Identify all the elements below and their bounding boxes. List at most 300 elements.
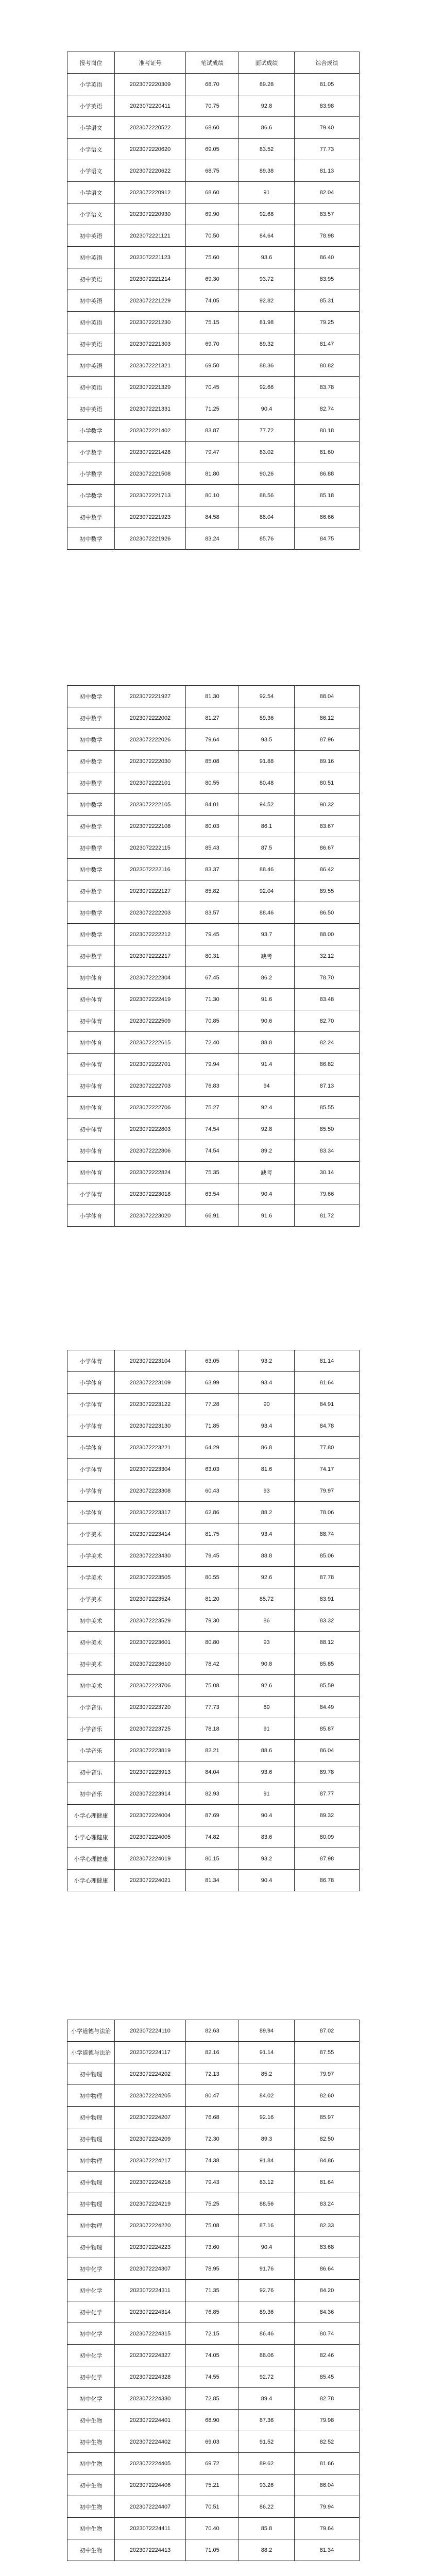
cell-total-score: 86.88 bbox=[295, 463, 360, 485]
cell-ticket-number: 2023072223308 bbox=[115, 1480, 186, 1502]
cell-total-score: 85.18 bbox=[295, 485, 360, 506]
cell-ticket-number: 2023072221508 bbox=[115, 463, 186, 485]
cell-ticket-number: 2023072223414 bbox=[115, 1523, 186, 1545]
cell-position: 小学体育 bbox=[67, 1183, 115, 1205]
cell-ticket-number: 2023072224311 bbox=[115, 2280, 186, 2301]
cell-total-score: 85.06 bbox=[295, 1545, 360, 1567]
cell-ticket-number: 2023072223104 bbox=[115, 1350, 186, 1372]
cell-written-score: 79.45 bbox=[186, 924, 239, 945]
cell-ticket-number: 2023072221121 bbox=[115, 225, 186, 247]
table-row bbox=[67, 1870, 360, 1891]
cell-total-score: 80.18 bbox=[295, 420, 360, 442]
cell-position: 初中体育 bbox=[67, 967, 115, 989]
cell-written-score: 81.75 bbox=[186, 1523, 239, 1545]
table-row bbox=[67, 2085, 360, 2107]
cell-interview-score: 88.2 bbox=[239, 2539, 295, 2561]
cell-total-score: 89.55 bbox=[295, 880, 360, 902]
cell-interview-score: 89.2 bbox=[239, 1140, 295, 1162]
cell-written-score: 81.34 bbox=[186, 1870, 239, 1891]
cell-total-score: 77.80 bbox=[295, 1437, 360, 1459]
table-header-row bbox=[67, 52, 360, 74]
cell-written-score: 72.30 bbox=[186, 2128, 239, 2150]
cell-written-score: 70.85 bbox=[186, 1010, 239, 1032]
cell-interview-score: 90.6 bbox=[239, 1010, 295, 1032]
cell-ticket-number: 2023072220912 bbox=[115, 182, 186, 204]
cell-written-score: 69.72 bbox=[186, 2453, 239, 2475]
cell-position: 小学美术 bbox=[67, 1545, 115, 1567]
cell-ticket-number: 2023072224411 bbox=[115, 2518, 186, 2539]
cell-ticket-number: 2023072224004 bbox=[115, 1805, 186, 1826]
table-row bbox=[67, 1675, 360, 1697]
cell-ticket-number: 2023072224117 bbox=[115, 2042, 186, 2063]
cell-interview-score: 87.5 bbox=[239, 837, 295, 859]
cell-position: 小学体育 bbox=[67, 1437, 115, 1459]
cell-total-score: 83.32 bbox=[295, 1610, 360, 1632]
cell-total-score: 88.12 bbox=[295, 1632, 360, 1653]
cell-total-score: 85.59 bbox=[295, 1675, 360, 1697]
cell-written-score: 69.70 bbox=[186, 333, 239, 355]
cell-total-score: 86.64 bbox=[295, 2258, 360, 2280]
cell-ticket-number: 2023072221428 bbox=[115, 442, 186, 463]
cell-total-score: 84.91 bbox=[295, 1394, 360, 1415]
cell-position: 初中化学 bbox=[67, 2258, 115, 2280]
cell-interview-score: 91.88 bbox=[239, 751, 295, 772]
cell-total-score: 85.50 bbox=[295, 1118, 360, 1140]
cell-interview-score: 88.56 bbox=[239, 2193, 295, 2215]
cell-written-score: 83.87 bbox=[186, 420, 239, 442]
table-row bbox=[67, 1459, 360, 1480]
cell-total-score: 86.04 bbox=[295, 2475, 360, 2496]
table-row bbox=[67, 2388, 360, 2410]
cell-ticket-number: 2023072221402 bbox=[115, 420, 186, 442]
cell-written-score: 84.04 bbox=[186, 1761, 239, 1783]
cell-interview-score: 90.4 bbox=[239, 1805, 295, 1826]
table-row bbox=[67, 1545, 360, 1567]
cell-written-score: 63.99 bbox=[186, 1372, 239, 1394]
cell-written-score: 70.75 bbox=[186, 95, 239, 117]
cell-written-score: 68.70 bbox=[186, 74, 239, 95]
cell-position: 初中数学 bbox=[67, 751, 115, 772]
cell-position: 小学美术 bbox=[67, 1567, 115, 1588]
cell-total-score: 81.13 bbox=[295, 160, 360, 182]
cell-position: 初中体育 bbox=[67, 1054, 115, 1075]
cell-position: 小学体育 bbox=[67, 1502, 115, 1523]
cell-interview-score: 93.4 bbox=[239, 1372, 295, 1394]
cell-interview-score: 88.46 bbox=[239, 902, 295, 924]
cell-ticket-number: 2023072223913 bbox=[115, 1761, 186, 1783]
cell-position: 初中生物 bbox=[67, 2539, 115, 2561]
cell-position: 初中物理 bbox=[67, 2215, 115, 2236]
cell-position: 初中美术 bbox=[67, 1610, 115, 1632]
cell-ticket-number: 2023072222212 bbox=[115, 924, 186, 945]
cell-written-score: 63.54 bbox=[186, 1183, 239, 1205]
cell-ticket-number: 2023072222509 bbox=[115, 1010, 186, 1032]
table-row bbox=[67, 1632, 360, 1653]
cell-ticket-number: 2023072224328 bbox=[115, 2366, 186, 2388]
table-row bbox=[67, 1567, 360, 1588]
cell-written-score: 75.25 bbox=[186, 2193, 239, 2215]
cell-interview-score: 93.4 bbox=[239, 1415, 295, 1437]
cell-ticket-number: 2023072224205 bbox=[115, 2085, 186, 2107]
cell-interview-score: 87.16 bbox=[239, 2215, 295, 2236]
cell-interview-score: 88.6 bbox=[239, 1740, 295, 1761]
cell-ticket-number: 2023072222217 bbox=[115, 945, 186, 967]
cell-ticket-number: 2023072224315 bbox=[115, 2323, 186, 2345]
cell-interview-score: 89.28 bbox=[239, 74, 295, 95]
cell-position: 初中数学 bbox=[67, 859, 115, 880]
cell-ticket-number: 2023072224327 bbox=[115, 2345, 186, 2366]
cell-ticket-number: 2023072224005 bbox=[115, 1826, 186, 1848]
header-position: 报考岗位 bbox=[67, 52, 115, 74]
cell-total-score: 87.96 bbox=[295, 729, 360, 751]
table-row bbox=[67, 182, 360, 204]
cell-position: 小学音乐 bbox=[67, 1697, 115, 1718]
cell-written-score: 82.63 bbox=[186, 2020, 239, 2042]
cell-interview-score: 90.4 bbox=[239, 1183, 295, 1205]
cell-written-score: 67.45 bbox=[186, 967, 239, 989]
cell-total-score: 86.42 bbox=[295, 859, 360, 880]
cell-ticket-number: 2023072222706 bbox=[115, 1097, 186, 1118]
table-row bbox=[67, 1480, 360, 1502]
table-row bbox=[67, 924, 360, 945]
cell-interview-score: 89.36 bbox=[239, 707, 295, 729]
cell-position: 初中英语 bbox=[67, 398, 115, 420]
cell-ticket-number: 2023072221230 bbox=[115, 312, 186, 333]
cell-ticket-number: 2023072224402 bbox=[115, 2431, 186, 2453]
cell-ticket-number: 2023072223304 bbox=[115, 1459, 186, 1480]
table-row bbox=[67, 398, 360, 420]
table-row bbox=[67, 528, 360, 550]
cell-total-score: 80.09 bbox=[295, 1826, 360, 1848]
cell-written-score: 85.82 bbox=[186, 880, 239, 902]
cell-interview-score: 89 bbox=[239, 1697, 295, 1718]
cell-position: 小学音乐 bbox=[67, 1740, 115, 1761]
cell-written-score: 84.01 bbox=[186, 794, 239, 816]
cell-position: 初中美术 bbox=[67, 1675, 115, 1697]
cell-ticket-number: 2023072222026 bbox=[115, 729, 186, 751]
table-row bbox=[67, 2236, 360, 2258]
table-row bbox=[67, 139, 360, 160]
cell-ticket-number: 2023072224405 bbox=[115, 2453, 186, 2475]
table-row bbox=[67, 355, 360, 377]
cell-written-score: 75.35 bbox=[186, 1162, 239, 1183]
table-row bbox=[67, 74, 360, 95]
cell-interview-score: 90.4 bbox=[239, 2236, 295, 2258]
cell-interview-score: 94 bbox=[239, 1075, 295, 1097]
cell-ticket-number: 2023072223505 bbox=[115, 1567, 186, 1588]
cell-total-score: 85.87 bbox=[295, 1718, 360, 1740]
cell-ticket-number: 2023072224307 bbox=[115, 2258, 186, 2280]
cell-interview-score: 91.6 bbox=[239, 989, 295, 1010]
cell-interview-score: 83.6 bbox=[239, 1826, 295, 1848]
cell-written-score: 76.85 bbox=[186, 2301, 239, 2323]
table-row bbox=[67, 485, 360, 506]
cell-total-score: 83.78 bbox=[295, 377, 360, 398]
cell-written-score: 64.29 bbox=[186, 1437, 239, 1459]
cell-position: 初中物理 bbox=[67, 2236, 115, 2258]
cell-interview-score: 91.84 bbox=[239, 2150, 295, 2172]
cell-interview-score: 88.8 bbox=[239, 1545, 295, 1567]
table-row bbox=[67, 506, 360, 528]
cell-position: 初中体育 bbox=[67, 1140, 115, 1162]
table-row bbox=[67, 989, 360, 1010]
cell-position: 初中数学 bbox=[67, 772, 115, 794]
cell-ticket-number: 2023072224413 bbox=[115, 2539, 186, 2561]
cell-interview-score: 88.56 bbox=[239, 485, 295, 506]
cell-written-score: 72.85 bbox=[186, 2388, 239, 2410]
cell-position: 小学英语 bbox=[67, 74, 115, 95]
cell-interview-score: 88.36 bbox=[239, 355, 295, 377]
cell-written-score: 81.20 bbox=[186, 1588, 239, 1610]
cell-ticket-number: 2023072224110 bbox=[115, 2020, 186, 2042]
cell-interview-score: 91.6 bbox=[239, 1205, 295, 1227]
cell-position: 初中数学 bbox=[67, 924, 115, 945]
cell-ticket-number: 2023072223430 bbox=[115, 1545, 186, 1567]
cell-position: 初中化学 bbox=[67, 2388, 115, 2410]
cell-total-score: 89.78 bbox=[295, 1761, 360, 1783]
cell-interview-score: 81.98 bbox=[239, 312, 295, 333]
cell-written-score: 74.54 bbox=[186, 1140, 239, 1162]
cell-position: 初中生物 bbox=[67, 2518, 115, 2539]
cell-total-score: 86.82 bbox=[295, 1054, 360, 1075]
cell-written-score: 68.60 bbox=[186, 182, 239, 204]
cell-interview-score: 85.2 bbox=[239, 2063, 295, 2085]
table-row bbox=[67, 268, 360, 290]
cell-written-score: 79.64 bbox=[186, 729, 239, 751]
cell-position: 初中化学 bbox=[67, 2280, 115, 2301]
cell-written-score: 74.05 bbox=[186, 290, 239, 312]
cell-written-score: 70.51 bbox=[186, 2496, 239, 2518]
table-row bbox=[67, 1848, 360, 1870]
cell-position: 小学体育 bbox=[67, 1394, 115, 1415]
table-row bbox=[67, 1205, 360, 1227]
cell-position: 初中英语 bbox=[67, 355, 115, 377]
table-row bbox=[67, 1162, 360, 1183]
table-row bbox=[67, 1075, 360, 1097]
table-row bbox=[67, 1054, 360, 1075]
cell-interview-score: 83.52 bbox=[239, 139, 295, 160]
cell-written-score: 80.31 bbox=[186, 945, 239, 967]
table-row bbox=[67, 204, 360, 225]
cell-interview-score: 92.8 bbox=[239, 1118, 295, 1140]
cell-total-score: 80.74 bbox=[295, 2323, 360, 2345]
table-row bbox=[67, 2150, 360, 2172]
cell-ticket-number: 2023072223610 bbox=[115, 1653, 186, 1675]
cell-position: 初中物理 bbox=[67, 2107, 115, 2128]
cell-position: 小学语文 bbox=[67, 139, 115, 160]
cell-interview-score: 92.6 bbox=[239, 1567, 295, 1588]
cell-ticket-number: 2023072221331 bbox=[115, 398, 186, 420]
table-row bbox=[67, 1718, 360, 1740]
cell-position: 初中生物 bbox=[67, 2410, 115, 2431]
cell-written-score: 68.75 bbox=[186, 160, 239, 182]
cell-interview-score: 93.2 bbox=[239, 1848, 295, 1870]
cell-interview-score: 93.4 bbox=[239, 1523, 295, 1545]
cell-position: 初中英语 bbox=[67, 268, 115, 290]
cell-interview-score: 91.76 bbox=[239, 2258, 295, 2280]
cell-written-score: 75.60 bbox=[186, 247, 239, 268]
cell-position: 小学心理健康 bbox=[67, 1848, 115, 1870]
cell-total-score: 80.51 bbox=[295, 772, 360, 794]
cell-written-score: 66.91 bbox=[186, 1205, 239, 1227]
cell-ticket-number: 2023072223109 bbox=[115, 1372, 186, 1394]
table-row bbox=[67, 1118, 360, 1140]
cell-total-score: 84.75 bbox=[295, 528, 360, 550]
cell-total-score: 85.85 bbox=[295, 1653, 360, 1675]
cell-written-score: 80.15 bbox=[186, 1848, 239, 1870]
cell-position: 初中生物 bbox=[67, 2475, 115, 2496]
cell-total-score: 88.74 bbox=[295, 1523, 360, 1545]
cell-position: 初中化学 bbox=[67, 2301, 115, 2323]
cell-total-score: 89.16 bbox=[295, 751, 360, 772]
table-row bbox=[67, 1523, 360, 1545]
cell-total-score: 84.86 bbox=[295, 2150, 360, 2172]
cell-total-score: 87.02 bbox=[295, 2020, 360, 2042]
cell-position: 初中音乐 bbox=[67, 1783, 115, 1805]
cell-interview-score: 92.68 bbox=[239, 204, 295, 225]
cell-interview-score: 89.62 bbox=[239, 2453, 295, 2475]
cell-total-score: 82.46 bbox=[295, 2345, 360, 2366]
cell-ticket-number: 2023072221329 bbox=[115, 377, 186, 398]
cell-position: 初中美术 bbox=[67, 1653, 115, 1675]
cell-total-score: 81.64 bbox=[295, 2172, 360, 2193]
cell-written-score: 81.80 bbox=[186, 463, 239, 485]
cell-ticket-number: 2023072223130 bbox=[115, 1415, 186, 1437]
cell-total-score: 90.32 bbox=[295, 794, 360, 816]
cell-ticket-number: 2023072221927 bbox=[115, 686, 186, 707]
cell-interview-score: 93.26 bbox=[239, 2475, 295, 2496]
cell-total-score: 86.67 bbox=[295, 837, 360, 859]
cell-interview-score: 91.52 bbox=[239, 2431, 295, 2453]
cell-total-score: 89.32 bbox=[295, 1805, 360, 1826]
cell-written-score: 62.86 bbox=[186, 1502, 239, 1523]
cell-total-score: 86.50 bbox=[295, 902, 360, 924]
cell-position: 小学心理健康 bbox=[67, 1826, 115, 1848]
cell-total-score: 79.66 bbox=[295, 1183, 360, 1205]
cell-total-score: 82.24 bbox=[295, 1032, 360, 1054]
table-row bbox=[67, 95, 360, 117]
cell-position: 初中英语 bbox=[67, 377, 115, 398]
cell-interview-score: 83.02 bbox=[239, 442, 295, 463]
cell-position: 初中生物 bbox=[67, 2453, 115, 2475]
cell-written-score: 70.40 bbox=[186, 2518, 239, 2539]
cell-ticket-number: 2023072224330 bbox=[115, 2388, 186, 2410]
cell-total-score: 83.95 bbox=[295, 268, 360, 290]
cell-written-score: 80.03 bbox=[186, 816, 239, 837]
table-row bbox=[67, 1826, 360, 1848]
cell-written-score: 75.08 bbox=[186, 1675, 239, 1697]
cell-ticket-number: 2023072222115 bbox=[115, 837, 186, 859]
cell-interview-score: 91 bbox=[239, 1783, 295, 1805]
table-row bbox=[67, 420, 360, 442]
cell-position: 小学体育 bbox=[67, 1350, 115, 1372]
table-row bbox=[67, 1502, 360, 1523]
table-row bbox=[67, 1394, 360, 1415]
cell-ticket-number: 2023072222002 bbox=[115, 707, 186, 729]
cell-total-score: 81.60 bbox=[295, 442, 360, 463]
cell-written-score: 74.38 bbox=[186, 2150, 239, 2172]
cell-written-score: 71.05 bbox=[186, 2539, 239, 2561]
header-total-score: 综合成绩 bbox=[295, 52, 360, 74]
cell-position: 初中英语 bbox=[67, 247, 115, 268]
cell-interview-score: 85.76 bbox=[239, 528, 295, 550]
cell-interview-score: 90.4 bbox=[239, 398, 295, 420]
cell-interview-score: 81.6 bbox=[239, 1459, 295, 1480]
cell-position: 小学数学 bbox=[67, 420, 115, 442]
cell-interview-score: 86.22 bbox=[239, 2496, 295, 2518]
cell-written-score: 79.47 bbox=[186, 442, 239, 463]
cell-ticket-number: 2023072222116 bbox=[115, 859, 186, 880]
cell-interview-score: 93 bbox=[239, 1480, 295, 1502]
cell-position: 初中数学 bbox=[67, 686, 115, 707]
cell-written-score: 79.43 bbox=[186, 2172, 239, 2193]
cell-interview-score: 93.7 bbox=[239, 924, 295, 945]
table-row bbox=[67, 859, 360, 880]
cell-position: 初中物理 bbox=[67, 2172, 115, 2193]
cell-interview-score: 86.6 bbox=[239, 117, 295, 139]
cell-interview-score: 93 bbox=[239, 1632, 295, 1653]
cell-ticket-number: 2023072222703 bbox=[115, 1075, 186, 1097]
cell-interview-score: 93.5 bbox=[239, 729, 295, 751]
cell-ticket-number: 2023072222105 bbox=[115, 794, 186, 816]
table-row bbox=[67, 2020, 360, 2042]
cell-position: 初中数学 bbox=[67, 837, 115, 859]
cell-written-score: 75.08 bbox=[186, 2215, 239, 2236]
cell-interview-score: 89.32 bbox=[239, 333, 295, 355]
cell-interview-score: 85.72 bbox=[239, 1588, 295, 1610]
cell-position: 初中音乐 bbox=[67, 1761, 115, 1783]
cell-interview-score: 86.46 bbox=[239, 2323, 295, 2345]
table-row bbox=[67, 902, 360, 924]
cell-position: 初中英语 bbox=[67, 290, 115, 312]
cell-written-score: 69.05 bbox=[186, 139, 239, 160]
cell-ticket-number: 2023072222108 bbox=[115, 816, 186, 837]
cell-interview-score: 91.4 bbox=[239, 1054, 295, 1075]
cell-written-score: 79.30 bbox=[186, 1610, 239, 1632]
cell-position: 初中化学 bbox=[67, 2345, 115, 2366]
cell-position: 小学心理健康 bbox=[67, 1805, 115, 1826]
cell-interview-score: 84.64 bbox=[239, 225, 295, 247]
cell-ticket-number: 2023072224202 bbox=[115, 2063, 186, 2085]
cell-ticket-number: 2023072222824 bbox=[115, 1162, 186, 1183]
cell-total-score: 82.60 bbox=[295, 2085, 360, 2107]
cell-ticket-number: 2023072221229 bbox=[115, 290, 186, 312]
cell-ticket-number: 2023072220622 bbox=[115, 160, 186, 182]
cell-total-score: 81.05 bbox=[295, 74, 360, 95]
cell-total-score: 84.49 bbox=[295, 1697, 360, 1718]
table-row bbox=[67, 1372, 360, 1394]
cell-written-score: 60.43 bbox=[186, 1480, 239, 1502]
table-row bbox=[67, 333, 360, 355]
cell-ticket-number: 2023072222304 bbox=[115, 967, 186, 989]
table-row bbox=[67, 751, 360, 772]
cell-written-score: 69.50 bbox=[186, 355, 239, 377]
cell-written-score: 79.94 bbox=[186, 1054, 239, 1075]
cell-interview-score: 92.4 bbox=[239, 1097, 295, 1118]
cell-ticket-number: 2023072220930 bbox=[115, 204, 186, 225]
cell-ticket-number: 2023072224218 bbox=[115, 2172, 186, 2193]
cell-interview-score: 92.82 bbox=[239, 290, 295, 312]
cell-position: 小学道德与法治 bbox=[67, 2020, 115, 2042]
cell-ticket-number: 2023072222803 bbox=[115, 1118, 186, 1140]
table-row bbox=[67, 1350, 360, 1372]
cell-position: 小学语文 bbox=[67, 204, 115, 225]
cell-written-score: 79.45 bbox=[186, 1545, 239, 1567]
cell-written-score: 80.80 bbox=[186, 1632, 239, 1653]
cell-written-score: 70.45 bbox=[186, 377, 239, 398]
table-row bbox=[67, 2301, 360, 2323]
cell-written-score: 68.90 bbox=[186, 2410, 239, 2431]
